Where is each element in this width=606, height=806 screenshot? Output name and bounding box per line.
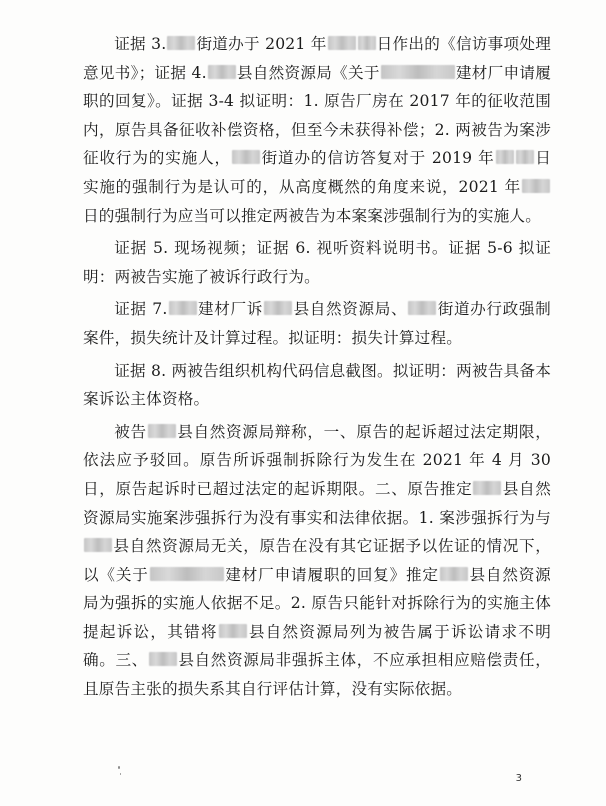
text-run: 街道办于 2021 年 (196, 35, 327, 53)
redaction-block (208, 65, 236, 79)
text-run: 被告 (114, 422, 147, 441)
redaction-block (219, 624, 247, 638)
redaction-block (381, 65, 455, 79)
redaction-block (328, 36, 356, 50)
text-run: 建材厂申请履职的回复》。证据 3-4 拟证明：1. 原告厂房在 2017 年的征收范围内，原告具备征收补偿资格，但至今未获得补偿；2. 两被告为案涉征收行为的实施人， (83, 63, 551, 168)
redaction-block (232, 150, 260, 164)
paragraph-evidence-8 (83, 357, 551, 414)
redaction-block (264, 301, 292, 315)
redaction-block (440, 567, 468, 581)
text-run: 证据 8. 两被告组织机构代码信息截图。拟证明：两被告具备本案诉讼主体资格。 (83, 361, 551, 409)
redaction-block (84, 538, 112, 552)
redaction-block (516, 150, 534, 164)
text-run: 证据 3. (114, 35, 167, 53)
redaction-block (167, 36, 195, 50)
redaction-block (473, 481, 501, 495)
text-run: 县自然资源局实施案涉强拆行为没有事实和法律依据。1. 案涉强拆行为与 (83, 479, 551, 527)
paragraph-evidence-7 (83, 295, 551, 352)
text-run: 县自然资源局《关于 (236, 63, 380, 82)
redaction-block (150, 567, 224, 581)
text-run: 街道办行政强制案件，损失统计及计算过程。拟证明：损失计算过程。 (83, 300, 551, 347)
text-run: 县自然资源局非强拆主体，不应承担相应赔偿责任，且原告主张的损失系其自行评估计算，没有实际依据。 (83, 651, 551, 699)
scan-speck (118, 766, 120, 769)
redaction-block (408, 301, 436, 315)
redaction-block (169, 301, 197, 315)
text-run: 证据 7. (114, 300, 168, 319)
redaction-block (149, 652, 177, 666)
paragraph-evidence-3-4 (83, 30, 551, 230)
paragraph-evidence-5-6 (83, 234, 551, 291)
text-run: 县自然资源局辩称，一、原告的起诉超过法定期限，依法应予驳回。原告所诉强制拆除行为发生在 2021 年 4 月 30 日，原告起诉时已超过法定的起诉期限。二、原告推定 (83, 422, 551, 498)
text-run: 日的强制行为应当可以推定两被告为本案案涉强制行为的实施人。 (83, 206, 542, 225)
text-run: 县自然资源局为强拆的实施人依据不足。2. 原告只能针对拆除行为的实施主体提起诉讼，其错将 (83, 565, 551, 641)
page-number: 3 (515, 773, 522, 784)
text-run: 日作出的《信访事项处理意见书》；证据 4. (83, 35, 551, 82)
text-run: 县自然资源局无关，原告在没有其它证据予以佐证的情况下，以《关于 (83, 537, 551, 584)
redaction-block (522, 179, 550, 193)
text-run: 县自然资源局、 (293, 300, 408, 319)
document-body (83, 30, 551, 704)
redaction-block (148, 424, 176, 438)
redaction-block (496, 150, 514, 164)
text-run: 街道办的信访答复对于 2019 年 (260, 149, 495, 168)
redaction-block (358, 36, 376, 50)
text-run: 建材厂申请履职的回复》推定 (224, 565, 439, 584)
text-run: 建材厂诉 (197, 300, 264, 319)
paragraph-defendant-argument (83, 418, 551, 704)
text-run: 证据 5. 现场视频；证据 6. 视听资料说明书。证据 5-6 拟证明：两被告实施了被诉行政行为。 (83, 239, 551, 286)
scan-speck (120, 773, 121, 775)
text-run: 县自然资源局列为被告属于诉讼请求不明确。三、 (83, 622, 551, 670)
text-run: 日实施的强制行为是认可的，从高度概然的角度来说，2021 年 (83, 149, 552, 196)
